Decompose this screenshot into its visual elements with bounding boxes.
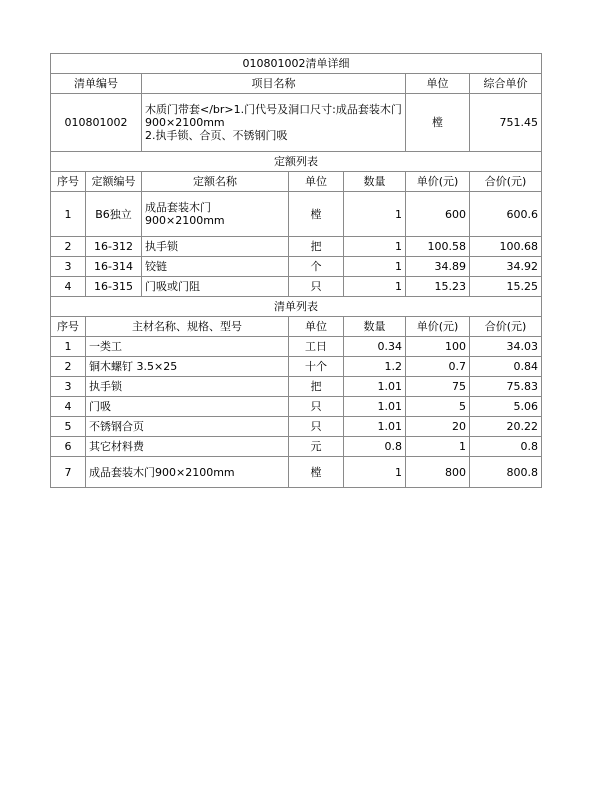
quota-row bbox=[51, 257, 542, 277]
material-unit: 樘 bbox=[289, 457, 344, 488]
quota-header-unit: 单位 bbox=[289, 172, 344, 192]
material-header-total: 合价(元) bbox=[470, 317, 542, 337]
material-row bbox=[51, 397, 542, 417]
bill-row bbox=[51, 94, 542, 152]
material-qty: 1.2 bbox=[344, 357, 406, 377]
material-seq: 1 bbox=[51, 337, 86, 357]
quota-header-name: 定额名称 bbox=[142, 172, 289, 192]
quota-row bbox=[51, 192, 542, 237]
material-seq: 2 bbox=[51, 357, 86, 377]
quota-price: 34.89 bbox=[406, 257, 470, 277]
quota-name: 门吸或门阻 bbox=[142, 277, 289, 297]
material-name: 执手锁 bbox=[86, 377, 289, 397]
bill-unit: 樘 bbox=[406, 94, 470, 152]
quota-seq: 2 bbox=[51, 237, 86, 257]
quota-unit: 樘 bbox=[289, 192, 344, 237]
material-price: 75 bbox=[406, 377, 470, 397]
quota-total: 600.6 bbox=[470, 192, 542, 237]
quota-total: 34.92 bbox=[470, 257, 542, 277]
material-header-unit: 单位 bbox=[289, 317, 344, 337]
material-row bbox=[51, 357, 542, 377]
material-row bbox=[51, 377, 542, 397]
material-unit: 只 bbox=[289, 417, 344, 437]
material-qty: 0.8 bbox=[344, 437, 406, 457]
table-title: 010801002清单详细 bbox=[51, 54, 542, 74]
material-unit: 把 bbox=[289, 377, 344, 397]
material-qty: 1.01 bbox=[344, 377, 406, 397]
material-row bbox=[51, 417, 542, 437]
material-name: 门吸 bbox=[86, 397, 289, 417]
material-seq: 4 bbox=[51, 397, 86, 417]
quota-row bbox=[51, 277, 542, 297]
quota-seq: 4 bbox=[51, 277, 86, 297]
material-total: 5.06 bbox=[470, 397, 542, 417]
bill-item-name-line2: 2.执手锁、合页、不锈钢门吸 bbox=[145, 129, 288, 142]
material-total: 75.83 bbox=[470, 377, 542, 397]
material-seq: 6 bbox=[51, 437, 86, 457]
quota-name: 执手锁 bbox=[142, 237, 289, 257]
material-price: 20 bbox=[406, 417, 470, 437]
quota-name: 铰链 bbox=[142, 257, 289, 277]
material-seq: 5 bbox=[51, 417, 86, 437]
header-bill-code: 清单编号 bbox=[51, 74, 142, 94]
quota-code: B6独立 bbox=[86, 192, 142, 237]
material-price: 1 bbox=[406, 437, 470, 457]
quota-name: 成品套装木门900×2100mm bbox=[142, 192, 289, 237]
material-total: 800.8 bbox=[470, 457, 542, 488]
material-price: 800 bbox=[406, 457, 470, 488]
material-name: 成品套装木门900×2100mm bbox=[86, 457, 289, 488]
material-seq: 7 bbox=[51, 457, 86, 488]
material-section-row bbox=[51, 297, 542, 317]
material-unit: 元 bbox=[289, 437, 344, 457]
material-name: 不锈钢合页 bbox=[86, 417, 289, 437]
quota-qty: 1 bbox=[344, 277, 406, 297]
quota-qty: 1 bbox=[344, 237, 406, 257]
material-name: 其它材料费 bbox=[86, 437, 289, 457]
material-header-seq: 序号 bbox=[51, 317, 86, 337]
quota-qty: 1 bbox=[344, 192, 406, 237]
bill-code: 010801002 bbox=[51, 94, 142, 152]
quota-row bbox=[51, 237, 542, 257]
bill-item-name bbox=[142, 94, 406, 152]
header-item-name: 项目名称 bbox=[142, 74, 406, 94]
material-price: 0.7 bbox=[406, 357, 470, 377]
quota-seq: 1 bbox=[51, 192, 86, 237]
material-seq: 3 bbox=[51, 377, 86, 397]
material-header-row bbox=[51, 317, 542, 337]
material-row bbox=[51, 457, 542, 488]
quota-total: 100.68 bbox=[470, 237, 542, 257]
material-qty: 0.34 bbox=[344, 337, 406, 357]
quota-header-total: 合价(元) bbox=[470, 172, 542, 192]
material-header-price: 单价(元) bbox=[406, 317, 470, 337]
material-header-qty: 数量 bbox=[344, 317, 406, 337]
quota-code: 16-315 bbox=[86, 277, 142, 297]
quota-price: 15.23 bbox=[406, 277, 470, 297]
quota-header-price: 单价(元) bbox=[406, 172, 470, 192]
material-name: 一类工 bbox=[86, 337, 289, 357]
header-unit-price: 综合单价 bbox=[470, 74, 542, 94]
title-row bbox=[51, 54, 542, 74]
quota-qty: 1 bbox=[344, 257, 406, 277]
bill-item-name-line1: 木质门带套</br>1.门代号及洞口尺寸:成品套装木门900×2100mm bbox=[145, 103, 402, 129]
material-qty: 1.01 bbox=[344, 417, 406, 437]
quota-unit: 只 bbox=[289, 277, 344, 297]
quota-unit: 个 bbox=[289, 257, 344, 277]
material-total: 0.84 bbox=[470, 357, 542, 377]
quota-section-title: 定额列表 bbox=[51, 152, 542, 172]
material-row bbox=[51, 337, 542, 357]
quota-header-seq: 序号 bbox=[51, 172, 86, 192]
material-total: 20.22 bbox=[470, 417, 542, 437]
quota-code: 16-312 bbox=[86, 237, 142, 257]
material-name: 铜木螺钉 3.5×25 bbox=[86, 357, 289, 377]
bill-price: 751.45 bbox=[470, 94, 542, 152]
bill-header-row bbox=[51, 74, 542, 94]
quota-section-row bbox=[51, 152, 542, 172]
material-section-title: 清单列表 bbox=[51, 297, 542, 317]
quota-header-row bbox=[51, 172, 542, 192]
quota-header-code: 定额编号 bbox=[86, 172, 142, 192]
quota-code: 16-314 bbox=[86, 257, 142, 277]
quota-seq: 3 bbox=[51, 257, 86, 277]
material-unit: 只 bbox=[289, 397, 344, 417]
quota-price: 600 bbox=[406, 192, 470, 237]
quota-header-qty: 数量 bbox=[344, 172, 406, 192]
material-total: 0.8 bbox=[470, 437, 542, 457]
material-unit: 十个 bbox=[289, 357, 344, 377]
bill-detail-table bbox=[50, 53, 542, 488]
material-unit: 工日 bbox=[289, 337, 344, 357]
quota-unit: 把 bbox=[289, 237, 344, 257]
material-qty: 1 bbox=[344, 457, 406, 488]
material-qty: 1.01 bbox=[344, 397, 406, 417]
material-header-name: 主材名称、规格、型号 bbox=[86, 317, 289, 337]
quota-price: 100.58 bbox=[406, 237, 470, 257]
material-price: 5 bbox=[406, 397, 470, 417]
quota-total: 15.25 bbox=[470, 277, 542, 297]
material-price: 100 bbox=[406, 337, 470, 357]
material-row bbox=[51, 437, 542, 457]
header-unit: 单位 bbox=[406, 74, 470, 94]
material-total: 34.03 bbox=[470, 337, 542, 357]
